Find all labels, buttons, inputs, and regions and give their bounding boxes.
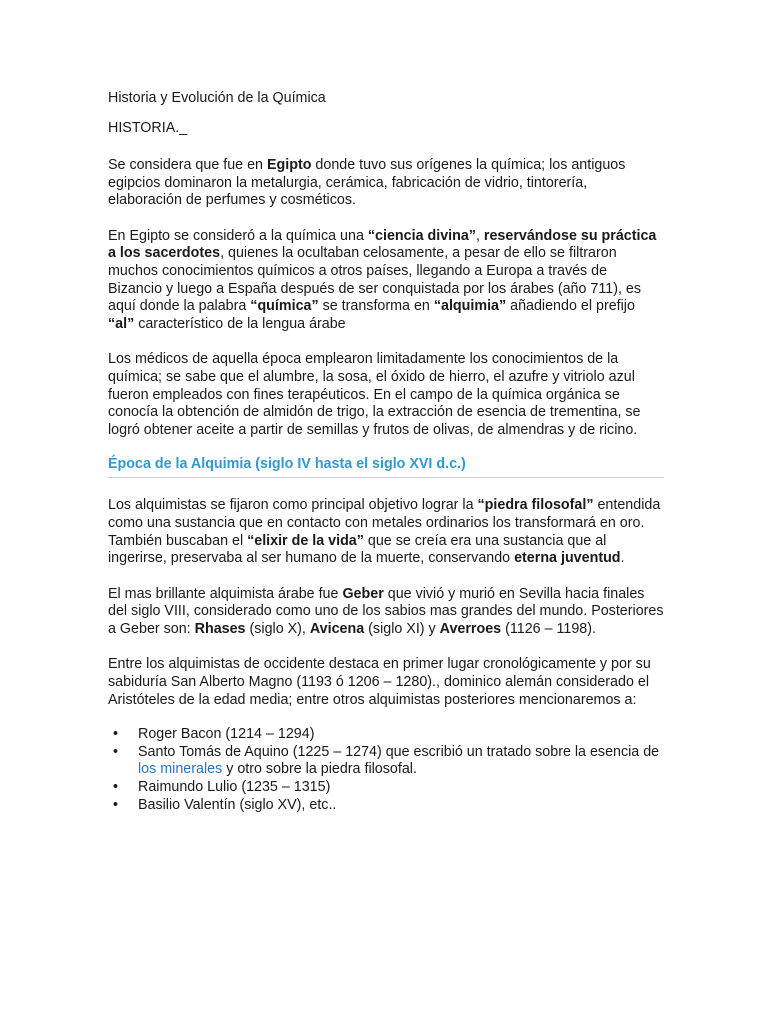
paragraph-occidente: Entre los alquimistas de occidente destaca en primer lugar cronológicamente y por su sabiduría San Alberto Magno (1193 ó 1206 – 1280)., dominico alemán considerado el Aristóteles de la edad media; entre otros alquimistas posteriores mencionaremos a: [108,656,651,708]
paragraph-ciencia-divina: En Egipto se consideró a la química una “ciencia divina”, reservándose su práctica a los sacerdotes, quienes la ocultaban celosamente, a pesar de ello se filtraron muchos conocimientos químicos a otros países, llegando a Europa a través de Bizancio y luego a España después de ser conquistada por los árabes (año 711), es aquí donde la palabra “química” se transforma en “alquimia” añadiendo el prefijo “al” característico de la lengua árabe [108,227,657,332]
list-item: • Santo Tomás de Aquino (1225 – 1274) que escribió un tratado sobre la esencia de los minerales y otro sobre la piedra filosofal. [113,743,660,778]
bullet-icon: • [113,796,119,813]
link-los-minerales[interactable]: los minerales [138,761,223,778]
list-item: • Roger Bacon (1214 – 1294) [113,726,315,743]
bullet-icon: • [113,779,119,796]
history-heading: HISTORIA._ [108,120,188,136]
section-title-alquimia: Época de la Alquimia (siglo IV hasta el siglo XVI d.c.) [108,455,664,478]
paragraph-egipto: Se considera que fue en Egipto donde tuvo sus orígenes la química; los antiguos egipcios dominaron la metalurgia, cerámica, fabricación de vidrio, tintorería, elaboración de perfumes y cosméticos. [108,157,626,209]
paragraph-alquimistas: Los alquimistas se fijaron como principal objetivo lograr la “piedra filosofal” entendida como una sustancia que en contacto con metales ordinarios los transformará en oro. También buscaban el “elixir de la vida” que se creía era una sustancia que al ingerirse, preservaba al ser humano de la muerte, conservando eterna juventud. [108,497,661,567]
paragraph-geber: El mas brillante alquimista árabe fue Geber que vivió y murió en Sevilla hacia finales del siglo VIII, considerado como uno de los sabios mas grandes del mundo. Posteriores a Geber son: Rhases (siglo X), Avicena (siglo XI) y Averroes (1126 – 1198). [108,585,664,637]
paragraph-medicos: Los médicos de aquella época emplearon limitadamente los conocimientos de la química; se sabe que el alumbre, la sosa, el óxido de hierro, el azufre y vitriolo azul fueron empleados con fines terapéuticos. En el campo de la química orgánica se conocía la obtención de almidón de trigo, la extracción de esencia de trementina, se logró obtener aceite a partir de semillas y frutos de olivas, de almendras y de ricino. [108,351,641,438]
document-content [108,88,664,814]
list-item: • Raimundo Lulio (1235 – 1315) [113,779,331,796]
bullet-icon: • [113,726,119,743]
bullet-icon: • [113,743,119,760]
alchemist-list [108,726,664,814]
list-item: • Basilio Valentín (siglo XV), etc.. [113,796,337,813]
document-title: Historia y Evolución de la Química [108,90,326,106]
